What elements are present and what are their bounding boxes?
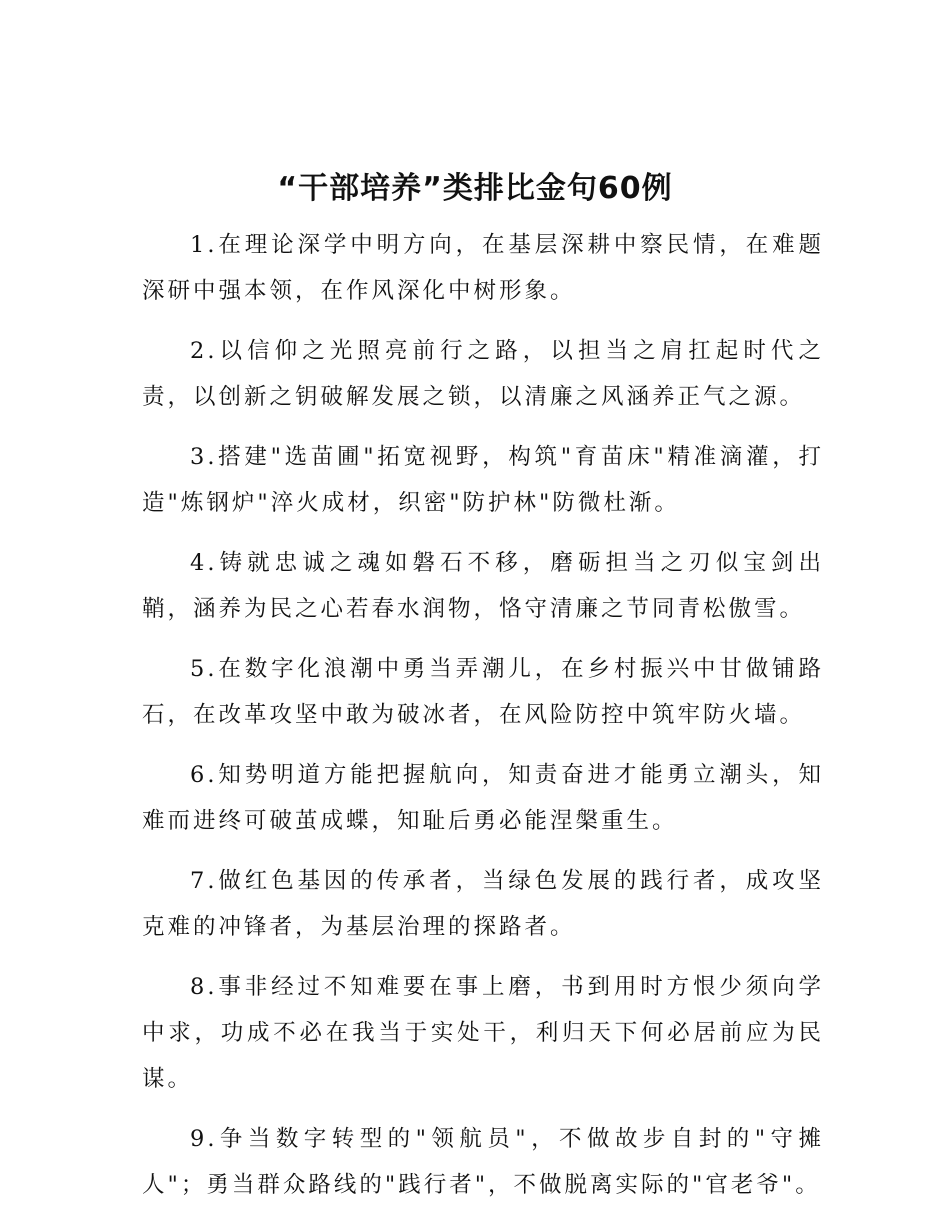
document-body (142, 222, 824, 1222)
paragraph-8: 8.事非经过不知难要在事上磨，书到用时方恨少须向学中求，功成不必在我当于实处干，利归天下何必居前应为民谋。 (142, 974, 824, 1092)
paragraph-2: 2.以信仰之光照亮前行之路，以担当之肩扛起时代之责，以创新之钥破解发展之锁，以清廉之风涵养正气之源。 (142, 338, 824, 410)
paragraph-1: 1.在理论深学中明方向，在基层深耕中察民情，在难题深研中强本领，在作风深化中树形象。 (142, 232, 824, 304)
paragraph-6: 6.知势明道方能把握航向，知责奋进才能勇立潮头，知难而进终可破茧成蝶，知耻后勇必能涅槃重生。 (142, 762, 824, 834)
paragraph-7: 7.做红色基因的传承者，当绿色发展的践行者，成攻坚克难的冲锋者，为基层治理的探路者。 (142, 868, 824, 940)
paragraph-4: 4.铸就忠诚之魂如磐石不移，磨砺担当之刃似宝剑出鞘，涵养为民之心若春水润物，恪守清廉之节同青松傲雪。 (142, 550, 824, 622)
paragraph-9: 9.争当数字转型的"领航员"，不做故步自封的"守摊人"；勇当群众路线的"践行者"，不做脱离实际的"官老爷"。 (142, 1126, 824, 1198)
paragraph-5: 5.在数字化浪潮中勇当弄潮儿，在乡村振兴中甘做铺路石，在改革攻坚中敢为破冰者，在风险防控中筑牢防火墙。 (142, 656, 824, 728)
document-title: “干部培养”类排比金句60例 (277, 171, 673, 206)
paragraph-3: 3.搭建"选苗圃"拓宽视野，构筑"育苗床"精准滴灌，打造"炼钢炉"淬火成材，织密"防护林"防微杜渐。 (142, 444, 824, 516)
